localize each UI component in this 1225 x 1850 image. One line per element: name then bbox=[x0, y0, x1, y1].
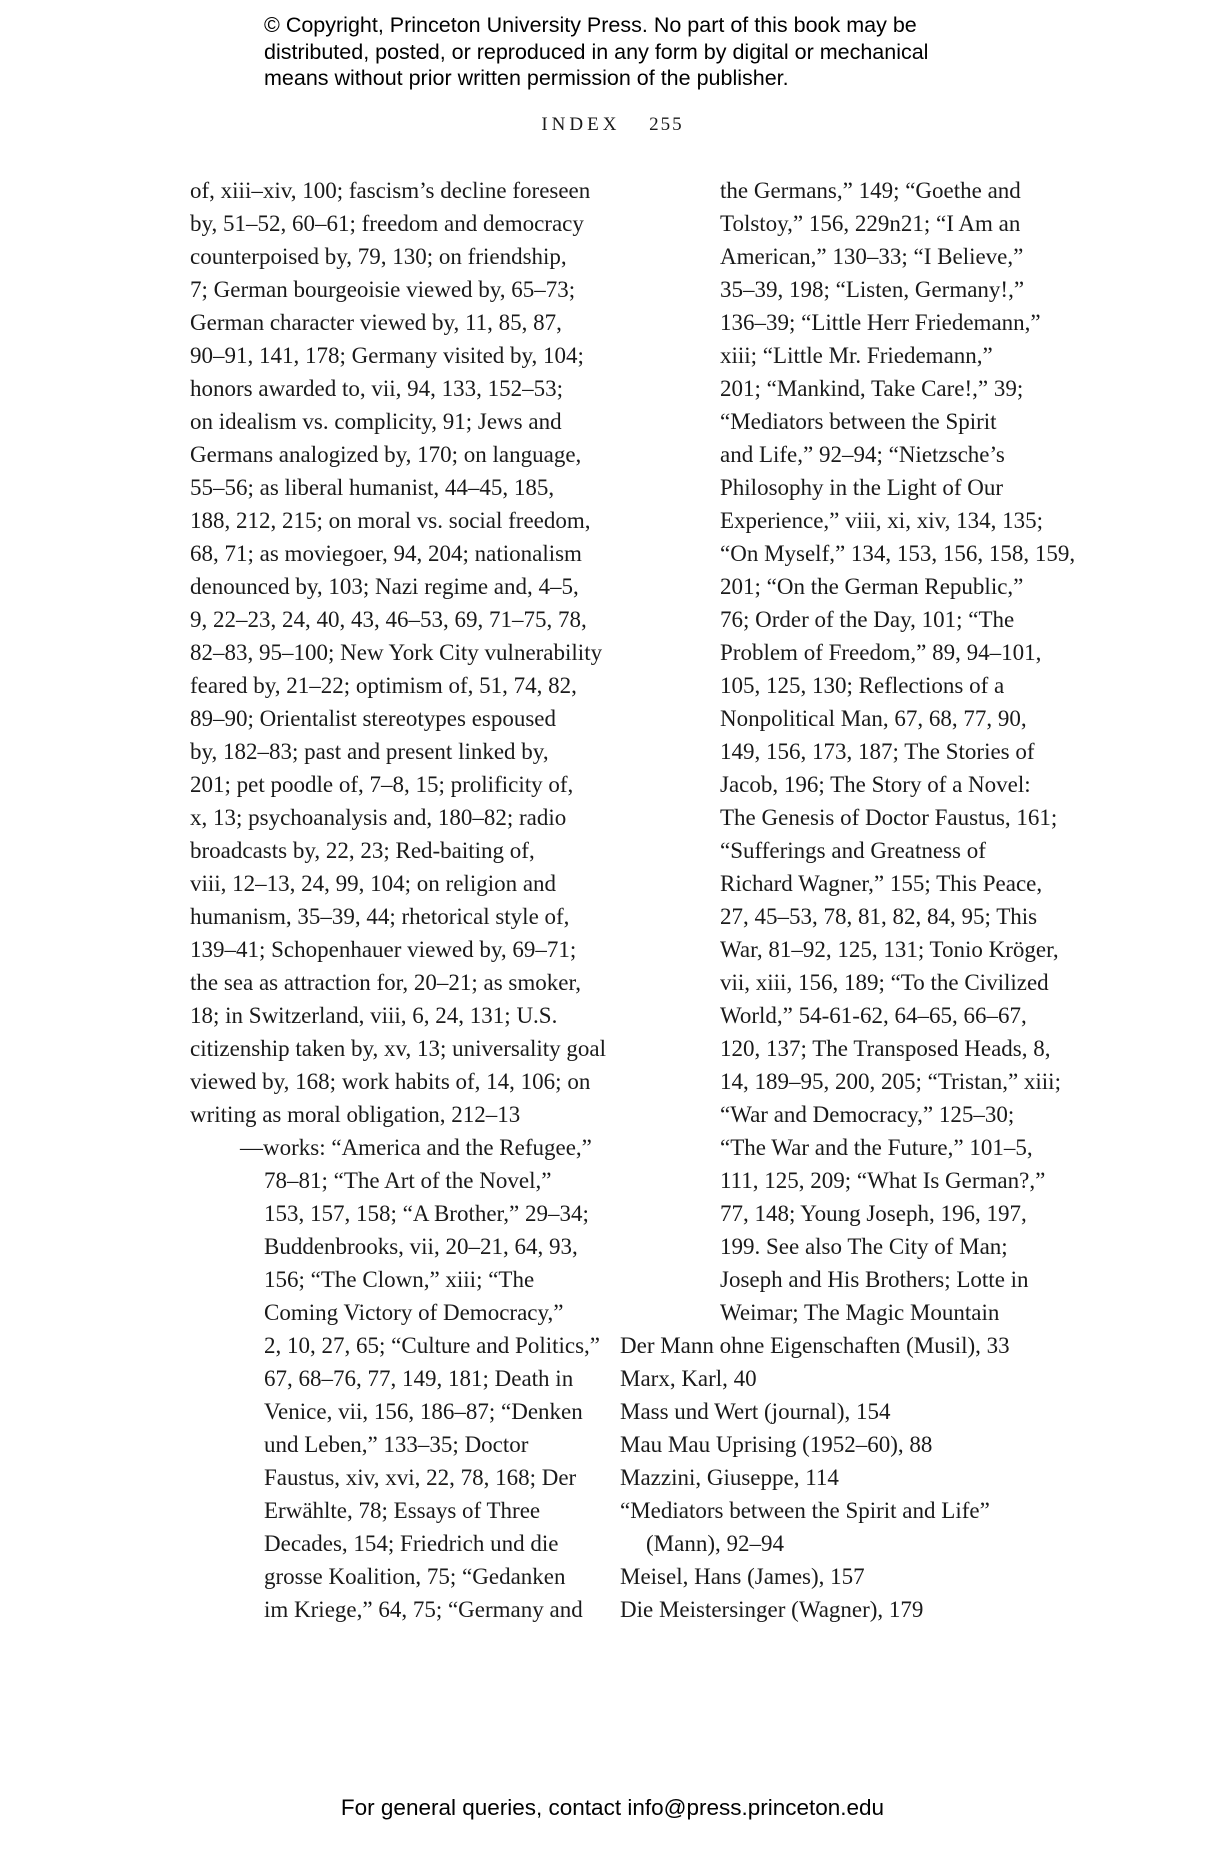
index-line: counterpoised by, 79, 130; on friendship, bbox=[190, 244, 567, 269]
copyright-line: means without prior written permission of the publisher. bbox=[264, 66, 789, 90]
works-subentry-line: xiii; “Little Mr. Friedemann,” bbox=[720, 343, 993, 368]
index-line: honors awarded to, vii, 94, 133, 152–53; bbox=[190, 376, 564, 401]
index-entry: “Mediators between the Spirit and Life” bbox=[620, 1498, 990, 1523]
works-subentry-line: 111, 125, 209; “What Is German?,” bbox=[720, 1168, 1046, 1193]
index-line: citizenship taken by, xv, 13; universality goal bbox=[190, 1036, 607, 1061]
running-head-title: INDEX bbox=[541, 114, 621, 135]
index-line: x, 13; psychoanalysis and, 180–82; radio bbox=[190, 805, 567, 830]
copyright-line: © Copyright, Princeton University Press. No part of this book may be bbox=[264, 13, 917, 37]
works-subentry-line: and Life,” 92–94; “Nietzsche’s bbox=[720, 442, 1005, 467]
works-subentry-line: 76; Order of the Day, 101; “The bbox=[720, 607, 1015, 632]
index-line: Germans analogized by, 170; on language, bbox=[190, 442, 582, 467]
works-subentry-line: Jacob, 196; The Story of a Novel: bbox=[720, 772, 1031, 797]
index-line: viewed by, 168; work habits of, 14, 106; on bbox=[190, 1069, 591, 1094]
index-line: 188, 212, 215; on moral vs. social freedom, bbox=[190, 508, 591, 533]
works-subentry-line: Problem of Freedom,” 89, 94–101, bbox=[720, 640, 1042, 665]
index-entry: Meisel, Hans (James), 157 bbox=[620, 1564, 865, 1589]
index-entry: Der Mann ohne Eigenschaften (Musil), 33 bbox=[620, 1333, 1010, 1358]
works-subentry-line: Philosophy in the Light of Our bbox=[720, 475, 1004, 500]
index-right-column bbox=[620, 174, 1076, 1626]
index-line: 55–56; as liberal humanist, 44–45, 185, bbox=[190, 475, 555, 500]
index-line: of, xiii–xiv, 100; fascism’s decline foreseen bbox=[190, 178, 591, 203]
works-subentry-line: 199. See also The City of Man; bbox=[720, 1234, 1008, 1259]
works-subentry-line: Coming Victory of Democracy,” bbox=[264, 1300, 564, 1325]
works-subentry-line: The Genesis of Doctor Faustus, 161; bbox=[720, 805, 1058, 830]
works-subentry-line: 136–39; “Little Herr Friedemann,” bbox=[720, 310, 1041, 335]
works-subentry-line: 35–39, 198; “Listen, Germany!,” bbox=[720, 277, 1025, 302]
running-head bbox=[0, 114, 1225, 136]
page-number: 255 bbox=[649, 114, 684, 135]
works-subentry-line: grosse Koalition, 75; “Gedanken bbox=[264, 1564, 566, 1589]
works-subentry-line: 201; “Mankind, Take Care!,” 39; bbox=[720, 376, 1024, 401]
copyright-notice bbox=[264, 12, 1024, 92]
index-line: on idealism vs. complicity, 91; Jews and bbox=[190, 409, 562, 434]
works-subentry-line: Tolstoy,” 156, 229n21; “I Am an bbox=[720, 211, 1021, 236]
works-subentry-line: “War and Democracy,” 125–30; bbox=[720, 1102, 1015, 1127]
index-line: denounced by, 103; Nazi regime and, 4–5, bbox=[190, 574, 579, 599]
works-subentry-line: “The War and the Future,” 101–5, bbox=[720, 1135, 1033, 1160]
works-subentry-line: 78–81; “The Art of the Novel,” bbox=[264, 1168, 552, 1193]
works-subentry-line: 77, 148; Young Joseph, 196, 197, bbox=[720, 1201, 1027, 1226]
works-subentry-line: American,” 130–33; “I Believe,” bbox=[720, 244, 1024, 269]
works-subentry-line: 105, 125, 130; Reflections of a bbox=[720, 673, 1005, 698]
works-subentry-line: the Germans,” 149; “Goethe and bbox=[720, 178, 1021, 203]
works-subentry-line: 153, 157, 158; “A Brother,” 29–34; bbox=[264, 1201, 589, 1226]
works-subentry-line: Decades, 154; Friedrich und die bbox=[264, 1531, 559, 1556]
works-subentry-line: “Sufferings and Greatness of bbox=[720, 838, 986, 863]
index-entry: Mau Mau Uprising (1952–60), 88 bbox=[620, 1432, 933, 1457]
index-line: German character viewed by, 11, 85, 87, bbox=[190, 310, 562, 335]
index-line: 139–41; Schopenhauer viewed by, 69–71; bbox=[190, 937, 577, 962]
works-subentry-line: Faustus, xiv, xvi, 22, 78, 168; Der bbox=[264, 1465, 577, 1490]
works-subentry-line: 201; “On the German Republic,” bbox=[720, 574, 1024, 599]
index-line: feared by, 21–22; optimism of, 51, 74, 82, bbox=[190, 673, 577, 698]
copyright-line: distributed, posted, or reproduced in any form by digital or mechanical bbox=[264, 39, 929, 64]
index-line: 9, 22–23, 24, 40, 43, 46–53, 69, 71–75, 78, bbox=[190, 607, 587, 632]
works-subentry-line: 14, 189–95, 200, 205; “Tristan,” xiii; bbox=[720, 1069, 1061, 1094]
works-subentry-line: War, 81–92, 125, 131; Tonio Kröger, bbox=[720, 937, 1059, 962]
index-entry: Marx, Karl, 40 bbox=[620, 1366, 757, 1391]
index-entry: Mass und Wert (journal), 154 bbox=[620, 1399, 891, 1424]
works-subentry-line: Nonpolitical Man, 67, 68, 77, 90, bbox=[720, 706, 1027, 731]
works-subentry-line: 27, 45–53, 78, 81, 82, 84, 95; This bbox=[720, 904, 1038, 929]
works-subentry-line: und Leben,” 133–35; Doctor bbox=[264, 1432, 529, 1457]
works-subentry-line: Weimar; The Magic Mountain bbox=[720, 1300, 1000, 1325]
works-subentry-line: vii, xiii, 156, 189; “To the Civilized bbox=[720, 970, 1049, 995]
index-line: 89–90; Orientalist stereotypes espoused bbox=[190, 706, 557, 731]
works-subentry-line: Experience,” viii, xi, xiv, 134, 135; bbox=[720, 508, 1043, 533]
works-subentry-line: —works: “America and the Refugee,” bbox=[240, 1135, 592, 1160]
index-line: writing as moral obligation, 212–13 bbox=[190, 1102, 521, 1127]
index-line: 201; pet poodle of, 7–8, 15; prolificity of, bbox=[190, 772, 574, 797]
index-line: by, 182–83; past and present linked by, bbox=[190, 739, 549, 764]
works-subentry-line: im Kriege,” 64, 75; “Germany and bbox=[264, 1597, 583, 1622]
index-left-column bbox=[190, 174, 607, 1626]
index-line: 82–83, 95–100; New York City vulnerability bbox=[190, 640, 603, 665]
works-subentry-line: Erwählte, 78; Essays of Three bbox=[264, 1498, 541, 1523]
index-entry: Mazzini, Giuseppe, 114 bbox=[620, 1465, 839, 1490]
works-subentry-line: “Mediators between the Spirit bbox=[720, 409, 997, 434]
index-line: viii, 12–13, 24, 99, 104; on religion and bbox=[190, 871, 557, 896]
works-subentry-line: Joseph and His Brothers; Lotte in bbox=[720, 1267, 1029, 1292]
index-line: 90–91, 141, 178; Germany visited by, 104; bbox=[190, 343, 584, 368]
works-subentry-line: Buddenbrooks, vii, 20–21, 64, 93, bbox=[264, 1234, 578, 1259]
contact-footer: For general queries, contact info@press.princeton.edu bbox=[340, 1795, 885, 1820]
works-subentry-line: 120, 137; The Transposed Heads, 8, bbox=[720, 1036, 1051, 1061]
works-subentry-line: 2, 10, 27, 65; “Culture and Politics,” bbox=[264, 1333, 601, 1358]
index-line: the sea as attraction for, 20–21; as smoker, bbox=[190, 970, 581, 995]
works-subentry-line: 156; “The Clown,” xiii; “The bbox=[264, 1267, 535, 1292]
works-subentry-line: “On Myself,” 134, 153, 156, 158, 159, bbox=[720, 541, 1076, 566]
index-entry: Die Meistersinger (Wagner), 179 bbox=[620, 1597, 924, 1622]
works-subentry-line: Richard Wagner,” 155; This Peace, bbox=[720, 871, 1043, 896]
index-line: 68, 71; as moviegoer, 94, 204; nationalism bbox=[190, 541, 582, 566]
index-line: broadcasts by, 22, 23; Red-baiting of, bbox=[190, 838, 535, 863]
index-line: humanism, 35–39, 44; rhetorical style of, bbox=[190, 904, 570, 929]
works-subentry-line: World,” 54-61-62, 64–65, 66–67, bbox=[720, 1003, 1027, 1028]
works-subentry-line: Venice, vii, 156, 186–87; “Denken bbox=[264, 1399, 583, 1424]
works-subentry-line: 67, 68–76, 77, 149, 181; Death in bbox=[264, 1366, 574, 1391]
index-entry-continuation: (Mann), 92–94 bbox=[646, 1531, 784, 1556]
index-line: 18; in Switzerland, viii, 6, 24, 131; U.S. bbox=[190, 1003, 558, 1028]
works-subentry-line: 149, 156, 173, 187; The Stories of bbox=[720, 739, 1035, 764]
index-line: 7; German bourgeoisie viewed by, 65–73; bbox=[190, 277, 576, 302]
index-line: by, 51–52, 60–61; freedom and democracy bbox=[190, 211, 584, 236]
